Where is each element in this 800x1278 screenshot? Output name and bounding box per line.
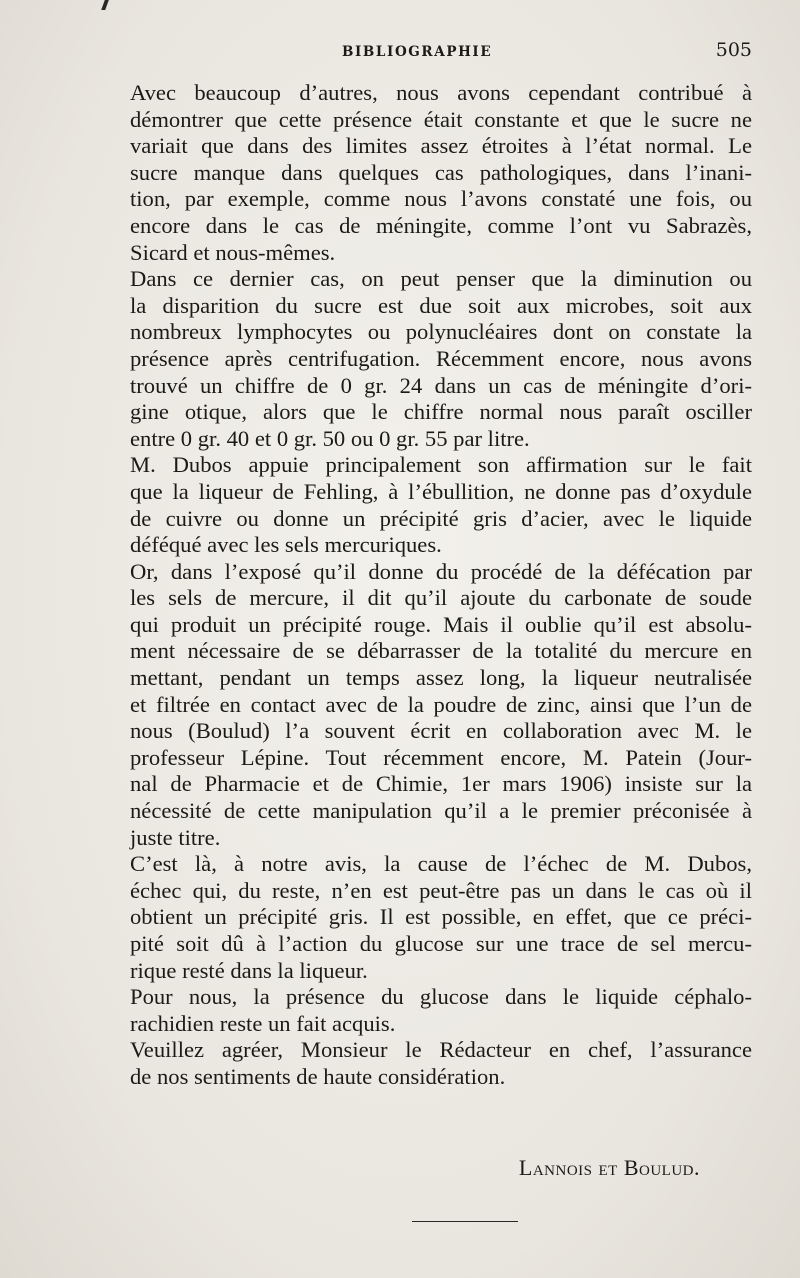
text-line: mettant, pendant un temps assez long, la liqueur neutralisée [130, 665, 752, 691]
closing-rule [412, 1221, 518, 1222]
paragraph-2 [100, 266, 752, 452]
text-line: nombreux lymphocytes ou polynucléaires dont on constate la [130, 319, 752, 345]
text-line: Dans ce dernier cas, on peut penser que la diminution ou [130, 266, 752, 292]
page-header [100, 40, 760, 68]
text-line: les sels de mercure, il dit qu’il ajoute du carbonate de soude [130, 585, 752, 611]
text-line: sucre manque dans quelques cas pathologiques, dans l’inani- [130, 159, 752, 185]
paragraph-3 [100, 452, 752, 558]
text-line: nal de Pharmacie et de Chimie, 1er mars 1906) insiste sur la [130, 771, 752, 797]
text-line: variait que dans des limites assez étroites à l’état normal. Le [130, 133, 752, 159]
text-line: déféqué avec les sels mercuriques. [130, 532, 442, 558]
print-mark [101, 0, 109, 10]
paragraph-1 [100, 80, 752, 266]
text-line: Veuillez agréer, Monsieur le Rédacteur en chef, l’assurance [130, 1037, 752, 1063]
author-signature: Lannois et Boulud. [518, 1155, 700, 1180]
text-line: trouvé un chiffre de 0 gr. 24 dans un cas de méningite d’ori- [130, 372, 752, 398]
text-line: de cuivre ou donne un précipité gris d’acier, avec le liquide [130, 505, 752, 531]
text-line: M. Dubos appuie principalement son affirmation sur le fait [130, 452, 752, 478]
text-line: démontrer que cette présence était constante et que le sucre ne [130, 106, 752, 132]
text-line: professeur Lépine. Tout récemment encore, M. Patein (Jour- [130, 744, 752, 770]
text-line: Or, dans l’exposé qu’il donne du procédé de la défécation par [130, 558, 752, 584]
text-line: nous (Boulud) l’a souvent écrit en collaboration avec M. le [130, 718, 752, 744]
page-number: 505 [715, 39, 752, 61]
text-line: présence après centrifugation. Récemment encore, nous avons [130, 345, 752, 371]
text-line: obtient un précipité gris. Il est possible, en effet, que ce préci- [130, 904, 752, 930]
paragraph-7 [100, 1037, 752, 1090]
text-line: nécessité de cette manipulation qu’il a le premier préconisée à [130, 798, 752, 824]
text-line: Pour nous, la présence du glucose dans le liquide céphalo- [130, 984, 752, 1010]
text-line: ment nécessaire de se débarrasser de la totalité du mercure en [130, 638, 752, 664]
text-line: rique resté dans la liqueur. [130, 957, 368, 983]
paragraph-4 [100, 559, 752, 852]
text-line: encore dans le cas de méningite, comme l’ont vu Sabrazès, [130, 212, 752, 238]
running-title: BIBLIOGRAPHIE [342, 44, 493, 60]
text-line: pité soit dû à l’action du glucose sur une trace de sel mercu- [130, 931, 752, 956]
paragraph-6 [100, 984, 752, 1037]
text-line: tion, par exemple, comme nous l’avons constaté une fois, ou [130, 186, 752, 212]
text-line: qui produit un précipité rouge. Mais il oublie qu’il est absolu- [130, 611, 752, 637]
text-line: juste titre. [130, 824, 221, 850]
text-line: la disparition du sucre est due soit aux microbes, soit aux [130, 292, 752, 318]
text-line: Avec beaucoup d’autres, nous avons cependant contribué à [130, 80, 752, 105]
text-line: et filtrée en contact avec de la poudre de zinc, ainsi que l’un de [130, 691, 752, 717]
paragraph-5 [100, 851, 752, 984]
text-line: rachidien reste un fait acquis. [130, 1010, 396, 1036]
text-line: échec qui, du reste, n’en est peut-être pas un dans le cas où il [130, 877, 752, 903]
text-line: de nos sentiments de haute considération. [130, 1063, 506, 1089]
text-line: entre 0 gr. 40 et 0 gr. 50 ou 0 gr. 55 par litre. [130, 425, 530, 451]
body-text [100, 80, 752, 1091]
text-line: C’est là, à notre avis, la cause de l’échec de M. Dubos, [130, 851, 752, 877]
text-line: gine otique, alors que le chiffre normal nous paraît osciller [130, 399, 752, 425]
text-line: Sicard et nous-mêmes. [130, 239, 336, 265]
text-line: que la liqueur de Fehling, à l’ébullition, ne donne pas d’oxydule [130, 478, 752, 504]
